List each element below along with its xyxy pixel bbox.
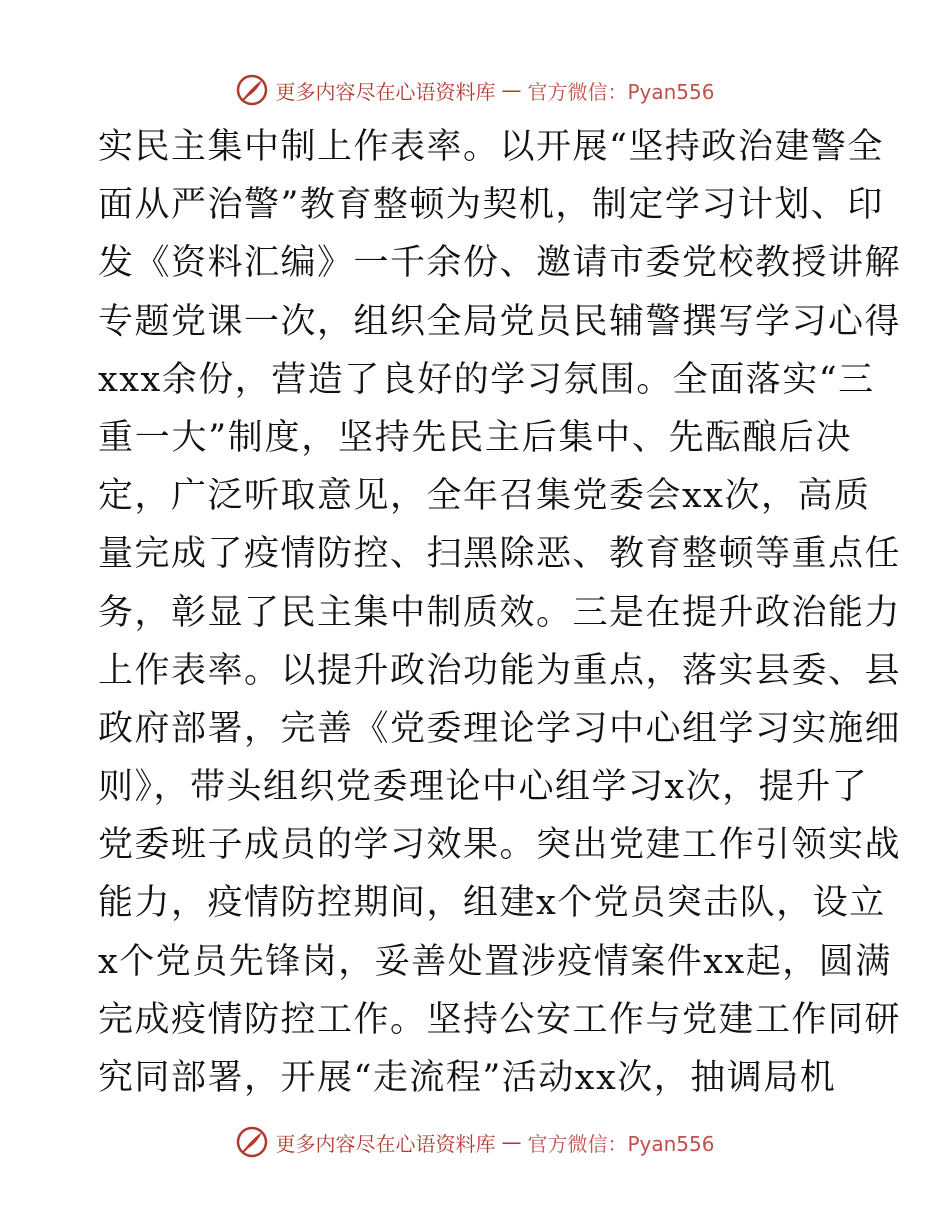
document-body <box>98 118 902 1107</box>
banner-contact: 官方微信：Pyan556 <box>527 1131 715 1156</box>
body-line: 上作表率。以提升政治功能为重点，落实县委、县 <box>98 650 902 691</box>
body-line: 能力，疫情防控期间，组建x个党员突击队，设立 <box>98 883 886 924</box>
banner-separator: — <box>501 1130 522 1154</box>
body-line: 发《资料汇编》一千余份、邀请市委党校教授讲解 <box>98 243 902 284</box>
body-line: 实民主集中制上作表率。以开展“坚持政治建警全 <box>98 127 884 167</box>
quill-logo-icon <box>235 73 269 107</box>
body-line: 则》，带头组织党委理论中心组学习x次，提升了 <box>98 767 869 808</box>
body-line: 务，彰显了民主集中制质效。三是在提升政治能力 <box>98 592 902 633</box>
banner-separator: — <box>501 78 522 102</box>
body-line: 政府部署，完善《党委理论学习中心组学习实施细 <box>98 708 902 749</box>
body-line: 量完成了疫情防控、扫黑除恶、教育整顿等重点任 <box>98 534 902 575</box>
body-line: 专题党课一次，组织全局党员民辅警撰写学习心得 <box>98 301 902 342</box>
body-line: 究同部署，开展“走流程”活动xx次，抽调局机 <box>98 1058 837 1098</box>
body-line: 党委班子成员的学习效果。突出党建工作引领实战 <box>98 825 902 866</box>
banner-title: 更多内容尽在心语资料库 <box>275 1131 496 1156</box>
body-line: 完成疫情防控工作。坚持公安工作与党建工作同研 <box>98 999 902 1040</box>
header-watermark-banner <box>0 70 950 110</box>
footer-watermark-banner <box>0 1122 950 1162</box>
banner-title: 更多内容尽在心语资料库 <box>275 79 496 104</box>
body-line: 定，广泛听取意见，全年召集党委会xx次，高质 <box>98 476 871 517</box>
banner-contact: 官方微信：Pyan556 <box>527 79 715 104</box>
body-line: 重一大”制度，坚持先民主后集中、先酝酿后决 <box>98 417 852 458</box>
quill-logo-icon <box>235 1125 269 1159</box>
body-line: xxx余份，营造了良好的学习氛围。全面落实“三 <box>98 359 875 400</box>
body-line: 面从严治警”教育整顿为契机，制定学习计划、印 <box>98 185 884 226</box>
body-line: x个党员先锋岗，妥善处置涉疫情案件xx起，圆满 <box>98 941 892 982</box>
